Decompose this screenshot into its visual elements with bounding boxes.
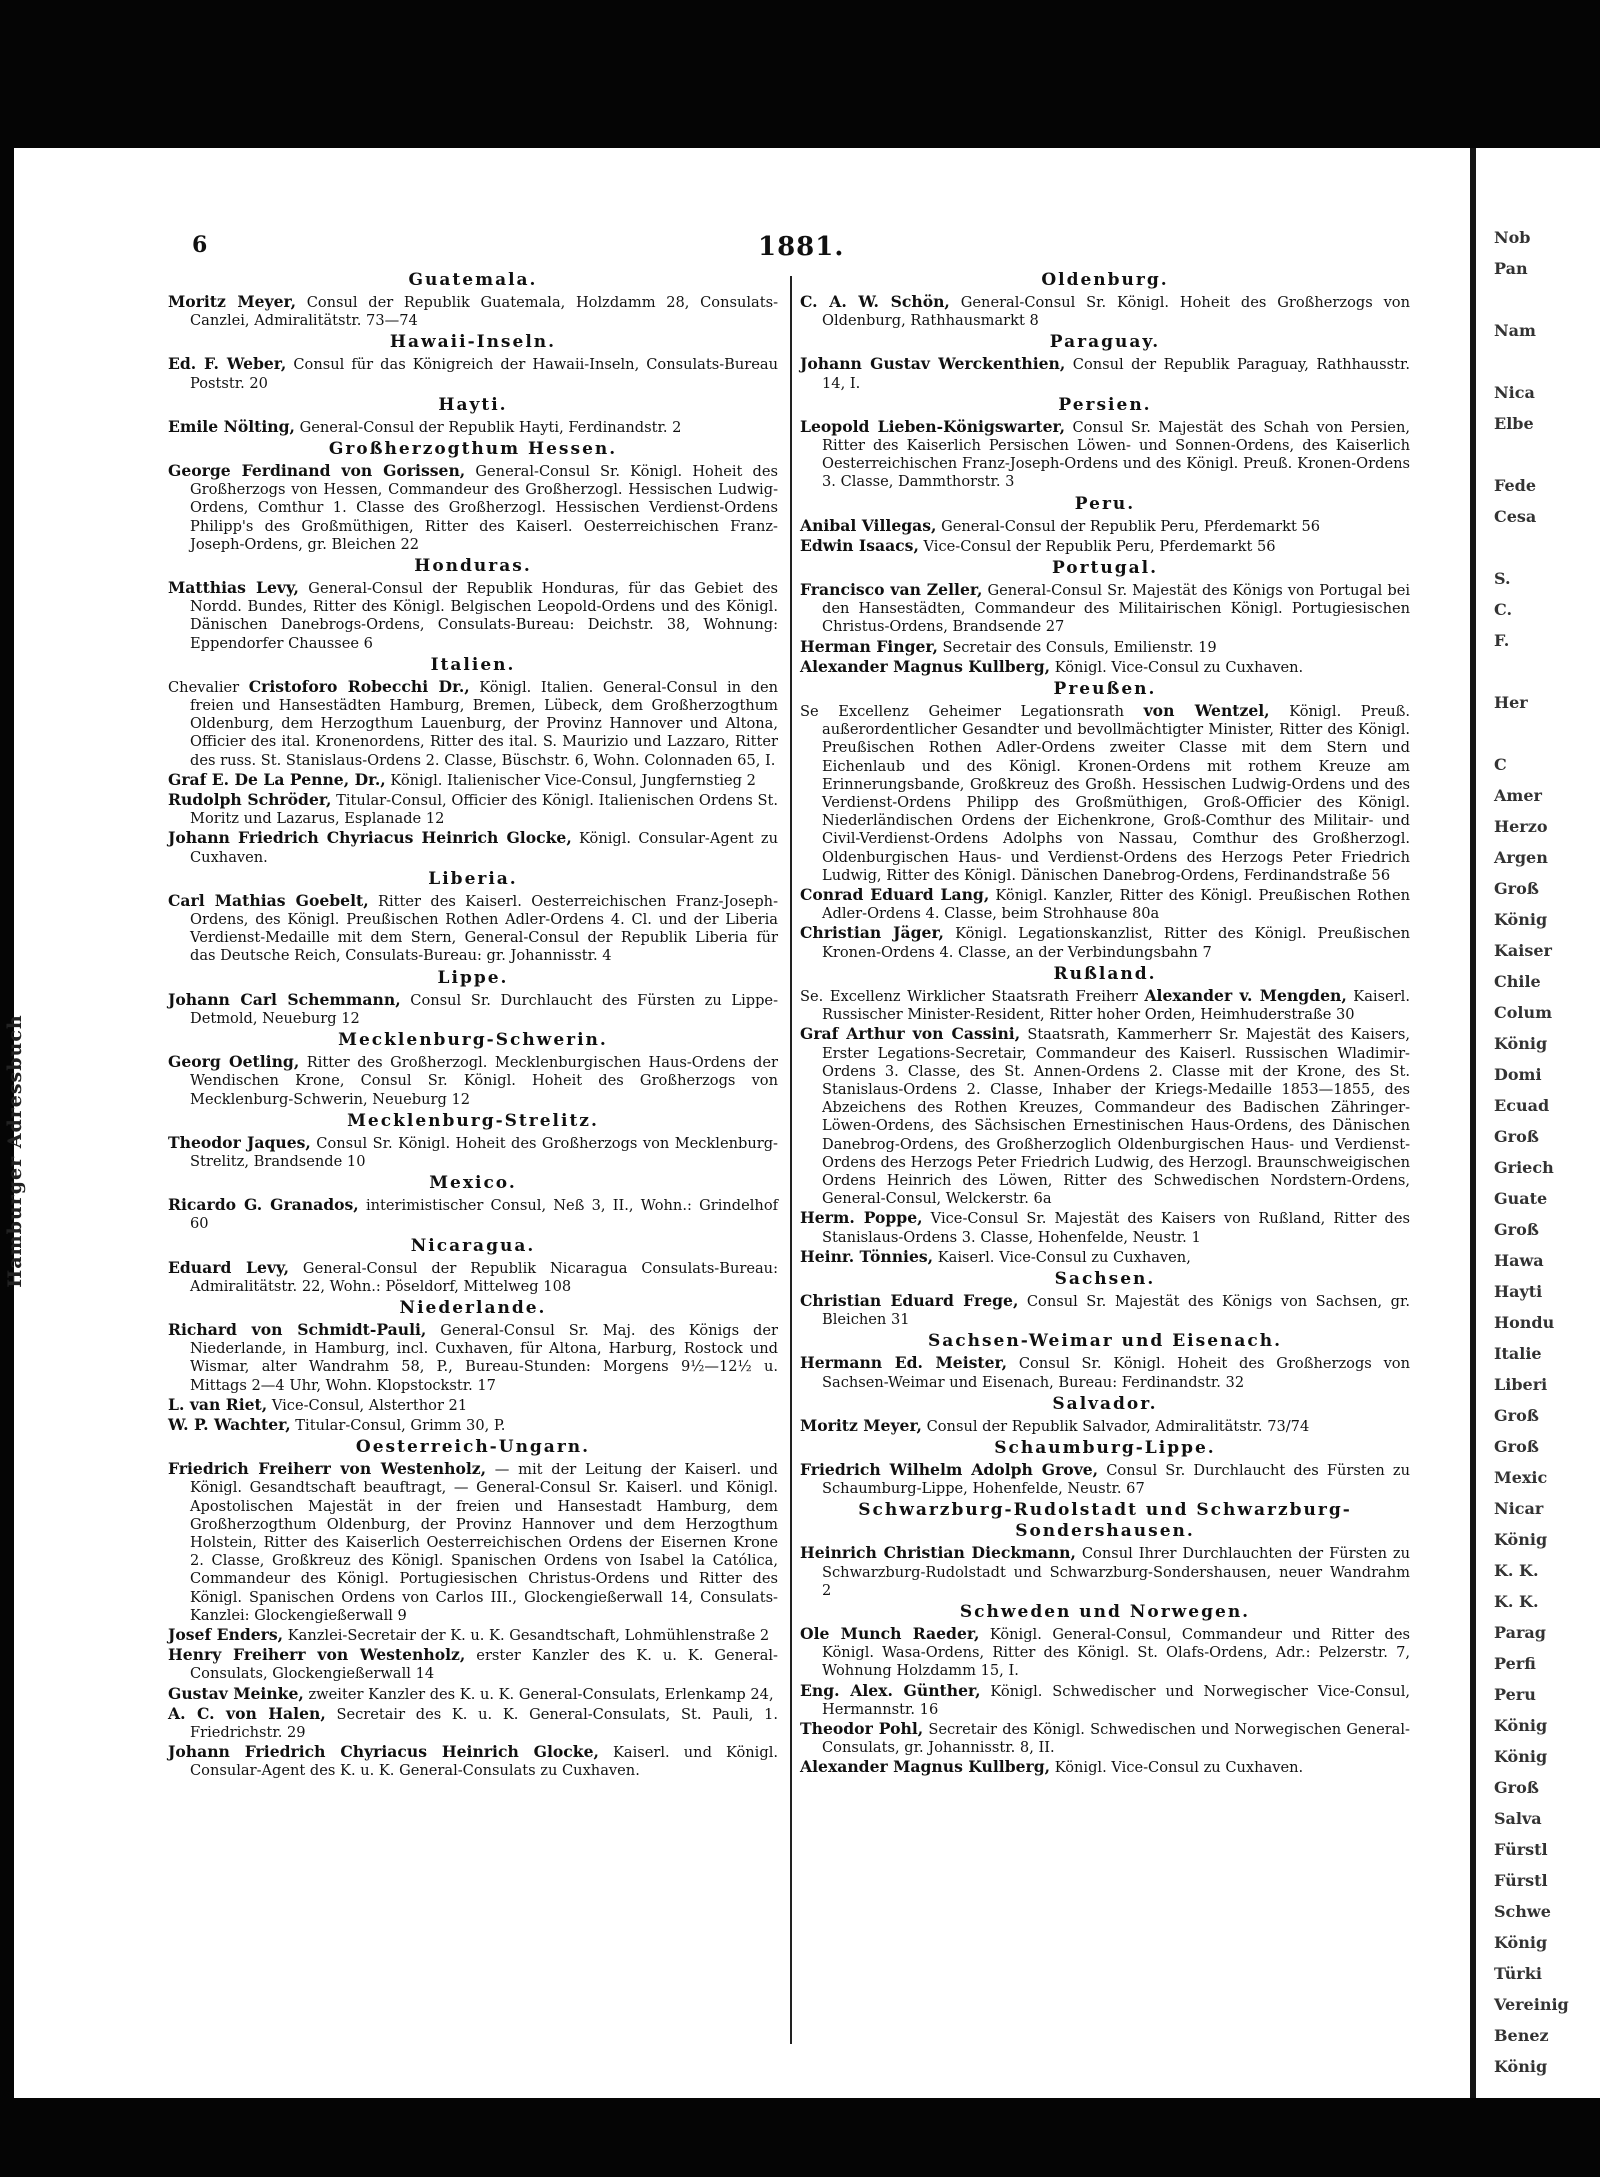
entry-name: Herman Finger, <box>800 636 938 656</box>
entry-text: Königl. Consular-Agent zu Cuxhaven. <box>190 830 779 866</box>
directory-entry <box>800 1758 1410 1777</box>
directory-entry <box>168 1321 778 1395</box>
entry-text: Königl. Schwedischer und Norwegischer Vice-Consul, Hermannstr. 16 <box>822 1682 1410 1718</box>
entry-text: Ritter des Großherzogl. Mecklenburgischen Haus-Ordens der Wendischen Krone, Consul Sr. Königl. Hoheit des Großherzogs von Mecklenburg-Schwerin, Neueburg 12 <box>190 1054 778 1108</box>
section-title: Niederlande. <box>399 1297 547 1318</box>
adjacent-page-text: Griech <box>1494 1158 1554 1177</box>
directory-entry <box>168 1396 778 1415</box>
entry-name: Herm. Poppe, <box>800 1208 923 1228</box>
entry-name: Francisco van Zeller, <box>800 580 983 600</box>
entry-name: Gustav Meinke, <box>168 1683 304 1703</box>
entry-name: Richard von Schmidt-Pauli, <box>168 1319 427 1339</box>
entry-lead <box>800 925 944 942</box>
adjacent-page-text: C <box>1494 755 1507 774</box>
entry-text: Königl. Legationskanzlist, Ritter des Königl. Preußischen Kronen-Ordens 4. Classe, an der Verbindungsbahn 7 <box>822 925 1411 961</box>
entry-text: General-Consul Sr. Majestät des Königs von Portugal bei den Hansestädten, Commandeur des Militairischen Königl. Portugiesischen Christus-Ordens, Brandsende 27 <box>822 582 1410 636</box>
entry-lead <box>168 1683 304 1703</box>
entry-name: Rudolph Schröder, <box>168 790 332 810</box>
entry-name: Edwin Isaacs, <box>800 535 919 555</box>
adjacent-page-text: Nicar <box>1494 1499 1544 1518</box>
entry-name: L. van Riet, <box>168 1394 268 1414</box>
entry-text: zweiter Kanzler des K. u. K. General-Consulats, Erlenkamp 24, <box>303 1685 774 1703</box>
entry-text: Consul der Republik Guatemala, Holzdamm 28, Consulats-Canzlei, Admiralitätstr. 73—74 <box>190 294 779 330</box>
section-title: Schwarzburg-Rudolstadt und Schwarzburg-Sondershausen. <box>858 1500 1352 1542</box>
directory-entry <box>800 1682 1410 1719</box>
adjacent-page-text: Ecuad <box>1494 1096 1550 1115</box>
directory-entry <box>168 829 778 866</box>
adjacent-page-text: Hawa <box>1494 1251 1544 1270</box>
entry-text: Secretair des Consuls, Emilienstr. 19 <box>937 638 1217 656</box>
adjacent-page-text: König <box>1494 1530 1548 1549</box>
entry-name: Conrad Eduard Lang, <box>800 885 990 905</box>
entry-name: Theodor Jaques, <box>168 1132 311 1152</box>
entry-name: Henry Freiherr von Westenholz, <box>168 1645 466 1665</box>
entry-lead <box>800 356 1065 373</box>
entry-lead <box>168 1132 311 1152</box>
entry-name: Graf Arthur von Cassini, <box>800 1024 1021 1044</box>
section-title: Guatemala. <box>408 270 538 290</box>
adjacent-page-text: Türki <box>1494 1964 1542 1983</box>
entry-name: Ole Munch Raeder, <box>800 1623 980 1643</box>
adjacent-page-text: Groß <box>1494 1127 1539 1146</box>
adjacent-page-text: S. <box>1494 569 1511 588</box>
entry-lead <box>800 1545 1076 1562</box>
entry-text: Consul Sr. Königl. Hoheit des Großherzogs von Mecklenburg-Strelitz, Brandsende 10 <box>190 1134 778 1170</box>
entry-name: Cristoforo Robecchi Dr., <box>248 676 470 696</box>
entry-text: Vice-Consul, Alsterthor 21 <box>267 1396 468 1414</box>
directory-entry <box>168 1134 778 1171</box>
directory-entry <box>800 1025 1410 1208</box>
section-title: Preußen. <box>1053 679 1157 700</box>
section-title: Oesterreich-Ungarn. <box>355 1437 591 1458</box>
scan-border-top <box>0 0 1600 148</box>
entry-lead <box>168 1414 291 1434</box>
entry-lead <box>168 989 401 1009</box>
entry-name: Alexander Magnus Kullberg, <box>800 656 1051 676</box>
scan-border-bottom <box>0 2098 1600 2177</box>
entry-prefix: Chevalier <box>168 678 249 696</box>
entry-text: Kaiserl. Vice-Consul zu Cuxhaven, <box>933 1248 1191 1266</box>
section-title: Salvador. <box>1052 1393 1158 1414</box>
entry-text: Consul Sr. Königl. Hoheit des Großherzogs von Sachsen-Weimar und Eisenach, Bureau: Ferdinandstr. 32 <box>822 1355 1410 1391</box>
entry-name: Johann Friedrich Chyriacus Heinrich Glocke, <box>168 828 572 848</box>
adjacent-page-text: Mexic <box>1494 1468 1548 1487</box>
section-title: Portugal. <box>1051 558 1159 579</box>
adjacent-page-text: Vereinig <box>1494 1995 1569 2014</box>
entry-text: Königl. General-Consul, Commandeur und Ritter des Königl. Wasa-Ordens, Ritter des Königl. St. Olafs-Ordens, Adr.: Pelzerstr. 7, Wohnung Holzdamm 15, I. <box>822 1625 1411 1680</box>
entry-lead <box>168 416 295 436</box>
entry-text: Secretair des K. u. K. General-Consulats, St. Pauli, 1. Friedrichstr. 29 <box>190 1705 778 1741</box>
entry-text: General-Consul der Republik Peru, Pferdemarkt 56 <box>936 517 1321 535</box>
directory-entry <box>168 678 778 770</box>
entry-text: General-Consul Sr. Königl. Hoheit des Großherzogs von Hessen, Commandeur des Großherzogl. Hessischen Ludwig-Ordens, Comthur 1. Classe des Großherzogl. Hessischen Verdienst-Ordens Philipp's des Großmüthigen, Ritter des Kaiserl. Oesterreichischen Franz-Joseph-Ordens, gr. Bleichen 22 <box>190 463 779 553</box>
directory-entry <box>168 355 778 392</box>
entry-text: Titular-Consul, Officier des Königl. Italienischen Ordens St. Moritz und Lazarus, Esplanade 12 <box>190 792 778 828</box>
entry-name: Moritz Meyer, <box>800 1415 922 1435</box>
entry-text: Staatsrath, Kammerherr Sr. Majestät des Kaisers, Erster Legations-Secretair, Commandeur des Kaiserl. Russischen Wladimir-Ordens 3. Classe, des St. Annen-Ordens 2. Classe mit der Krone, des St. Stanislaus-Ordens 2. Classe, Inhaber der Kriegs-Medaille 1853—1855, des Abzeichens des Rothen Kreuzes, Commandeur des Badischen Zähringer-Löwen-Ordens, des Sächsischen Ernestinischen Haus-Ordens, des Dänischen Danebrog-Ordens, des Großherzoglich Oldenburgischen Haus- und Verdienst-Ordens des Herzogs Peter Friedrich Ludwig, des Herzogl. Braunschweigischen Ordens Heinrich des Löwen, Ritter des Schwedischen Nordstern-Ordens, General-Consul, Welckerstr. 6a <box>822 1026 1410 1208</box>
adjacent-page-text: Groß <box>1494 1406 1539 1425</box>
entry-text: General-Consul Sr. Maj. des Königs der Niederlande, in Hamburg, incl. Cuxhaven, für Altona, Harburg, Rostock und Wismar, alter Wandrahm 58, P., Bureau-Stunden: Morgens 9½—12½ u. Mittags 2—4 Uhr, Wohn. Klopstockstr. 17 <box>190 1321 778 1394</box>
entry-text: Königl. Vice-Consul zu Cuxhaven. <box>1050 658 1304 676</box>
entry-name: Johann Friedrich Chyriacus Heinrich Glocke, <box>168 1742 599 1762</box>
section-title: Lippe. <box>437 967 509 988</box>
entry-text: Vice-Consul Sr. Majestät des Kaisers von Rußland, Ritter des Stanislaus-Ordens 3. Classe, Hohenfelde, Neustr. 1 <box>822 1210 1411 1246</box>
directory-entry <box>800 1625 1410 1681</box>
section-title: Peru. <box>1074 493 1136 514</box>
adjacent-page-text: Hondu <box>1494 1313 1555 1332</box>
directory-entry <box>800 658 1410 677</box>
entry-name: Matthias Levy, <box>168 578 299 598</box>
entry-lead <box>800 1355 1007 1372</box>
directory-page <box>168 232 1418 2062</box>
adjacent-page-text: Groß <box>1494 1437 1539 1456</box>
directory-entry <box>800 1248 1410 1267</box>
entry-lead <box>168 676 470 696</box>
entry-lead <box>800 416 1066 436</box>
entry-lead <box>168 1744 599 1761</box>
entry-text: Kanzlei-Secretair der K. u. K. Gesandtschaft, Lohmühlenstraße 2 <box>283 1626 770 1644</box>
entry-name: Johann Gustav Werckenthien, <box>800 354 1066 374</box>
entry-text: Königl. Italien. General-Consul in den freien und Hansestädten Hamburg, Bremen, Lübeck, dem Großherzogthum Oldenburg, dem Herzogthum Lauenburg, der Provinz Hannover und Altona, Officier des ital. Kronenordens, Ritter des ital. S. Maurizio und Lazzaro, Ritter des russ. St. Stanislaus-Ordens 2. Classe, Büschstr. 6, Wohn. Colonnaden 65, I. <box>190 678 778 769</box>
entry-text: Consul der Republik Paraguay, Rathhausstr. 14, I. <box>822 356 1410 392</box>
adjacent-page-text: Schwe <box>1494 1902 1551 1921</box>
section-title: Schaumburg-Lippe. <box>994 1437 1216 1458</box>
adjacent-page-text: König <box>1494 1034 1548 1053</box>
entry-name: Eduard Levy, <box>168 1257 289 1277</box>
entry-lead <box>800 1026 1020 1043</box>
entry-lead <box>168 1703 326 1723</box>
entry-name: Eng. Alex. Günther, <box>800 1680 981 1700</box>
entry-text: Ritter des Kaiserl. Oesterreichischen Franz-Joseph-Ordens, des Königl. Preußischen Rothen Adler-Ordens 4. Cl. und der Liberia Verdienst-Medaille mit dem Stern, General-Consul der Republik Liberia für das Deutsche Reich, Consulats-Bureau: gr. Johannisstr. 4 <box>190 892 779 965</box>
section-title: Sachsen. <box>1054 1268 1156 1289</box>
directory-entry <box>168 771 778 790</box>
directory-entry <box>800 355 1410 392</box>
directory-entry <box>800 1354 1410 1391</box>
entry-text: Vice-Consul der Republik Peru, Pferdemarkt 56 <box>918 537 1276 555</box>
adjacent-page-text: Colum <box>1494 1003 1553 1022</box>
adjacent-page-text: Elbe <box>1494 414 1534 433</box>
entry-lead <box>800 1290 1019 1310</box>
entry-lead <box>800 582 982 599</box>
adjacent-page-text: Italie <box>1494 1344 1542 1363</box>
entry-name: George Ferdinand von Gorissen, <box>168 461 466 481</box>
entry-lead <box>800 1415 922 1435</box>
entry-name: Heinrich Christian Dieckmann, <box>800 1543 1076 1563</box>
section-title: Nicaragua. <box>410 1235 536 1256</box>
entry-lead <box>168 1624 284 1644</box>
entry-lead <box>168 1054 299 1071</box>
directory-entry <box>168 1705 778 1742</box>
adjacent-page-text: Chile <box>1494 972 1541 991</box>
entry-text: Consul Sr. Durchlaucht des Fürsten zu Schaumburg-Lippe, Hohenfelde, Neustr. 67 <box>822 1461 1410 1498</box>
entry-lead <box>800 656 1051 676</box>
section-title: Italien. <box>430 654 516 675</box>
entry-lead <box>800 636 938 656</box>
entry-name: Carl Mathias Goebelt, <box>168 890 369 910</box>
entry-lead <box>800 887 989 904</box>
adjacent-page-text: Kaiser <box>1494 941 1552 960</box>
entry-name: Josef Enders, <box>168 1624 284 1644</box>
adjacent-page-text: Liberi <box>1494 1375 1548 1394</box>
entry-text: Königl. Italienischer Vice-Consul, Jungfernstieg 2 <box>385 771 756 789</box>
directory-entry <box>168 579 778 653</box>
directory-entry <box>168 1626 778 1645</box>
entry-lead <box>168 769 386 789</box>
column-divider <box>790 276 792 2044</box>
adjacent-page-text: K. K. <box>1494 1561 1539 1580</box>
entry-name: Graf E. De La Penne, Dr., <box>168 769 386 789</box>
entry-name: C. A. W. Schön, <box>800 292 950 311</box>
section-title: Persien. <box>1058 394 1152 415</box>
entry-name: Heinr. Tönnies, <box>800 1246 934 1266</box>
entry-lead <box>168 463 465 480</box>
entry-name: Christian Jäger, <box>800 923 944 943</box>
entry-name: Friedrich Wilhelm Adolph Grove, <box>800 1459 1099 1479</box>
adjacent-page-text: Amer <box>1494 786 1542 805</box>
entry-text: — mit der Leitung der Kaiserl. und Königl. Gesandtschaft beauftragt, — General-Consul Sr. Kaiserl. und Königl. Apostolischen Majestät in der freien und Hansestadt Hamburg, dem Großherzogthum Oldenburg, der Provinz Hannover und dem Herzogthum Holstein, Ritter des Kaiserlich Oesterreichischen Ordens der Eisernen Krone 2. Classe, Großkreuz des Königl. Spanischen Ordens von Isabel la Católica, Commandeur des Königl. Portugiesischen Christus-Ordens und Ritter des Königl. Spanischen Ordens von Carlos III., Glockengießerwall 14, Consulats-Kanzlei: Glockengießerwall 9 <box>190 1461 779 1624</box>
entry-name: Moritz Meyer, <box>168 292 297 311</box>
directory-entry <box>168 1259 778 1296</box>
entry-lead <box>168 1197 359 1214</box>
directory-entry <box>800 293 1410 330</box>
entry-name: Alexander Magnus Kullberg, <box>800 1757 1051 1777</box>
entry-lead <box>800 294 950 311</box>
entry-prefix: Se Excellenz Geheimer Legationsrath <box>800 703 1144 721</box>
entry-name: Christian Eduard Frege, <box>800 1290 1019 1310</box>
entry-lead <box>168 294 296 311</box>
adjacent-page-text: König <box>1494 1716 1548 1735</box>
entry-text: Consul Sr. Majestät des Königs von Sachsen, gr. Bleichen 31 <box>822 1292 1410 1329</box>
entry-lead <box>800 515 937 535</box>
entry-lead <box>168 356 286 373</box>
adjacent-page-text: Her <box>1494 693 1528 712</box>
entry-name: Friedrich Freiherr von Westenholz, <box>168 1459 487 1479</box>
page-year: 1881. <box>758 232 845 262</box>
entry-text: Titular-Consul, Grimm 30, P. <box>290 1416 506 1434</box>
adjacent-page-text: Cesa <box>1494 507 1537 526</box>
entry-name: Alexander v. Mengden, <box>1144 985 1347 1005</box>
entry-lead <box>800 1246 934 1266</box>
section-title: Hayti. <box>438 394 508 415</box>
adjacent-page-text: F. <box>1494 631 1510 650</box>
section-title: Rußland. <box>1053 963 1157 984</box>
adjacent-page-text: Peru <box>1494 1685 1536 1704</box>
entry-lead <box>800 535 919 555</box>
entry-text: General-Consul der Republik Honduras, für das Gebiet des Nordd. Bundes, Ritter des Königl. Belgischen Leopold-Ordens und des Königl. Dänischen Danebrogs-Ordens, Consulats-Bureau: Deichstr. 38, Wohnung: Eppendorfer Chaussee 6 <box>190 580 778 652</box>
entry-lead <box>800 1623 980 1643</box>
directory-entry <box>168 1685 778 1704</box>
entry-lead <box>168 580 299 597</box>
entry-name: W. P. Wachter, <box>168 1414 291 1434</box>
adjacent-page-text: Nob <box>1494 228 1531 247</box>
adjacent-page-text: Pan <box>1494 259 1528 278</box>
entry-lead <box>800 1718 924 1738</box>
directory-entry <box>168 1460 778 1625</box>
directory-entry <box>800 581 1410 637</box>
section-title: Mexico. <box>429 1173 517 1194</box>
adjacent-page-text: Hayti <box>1494 1282 1543 1301</box>
entry-lead <box>168 1257 289 1277</box>
section-title: Oldenburg. <box>1041 270 1169 290</box>
entry-text: Secretair des Königl. Schwedischen und Norwegischen General-Consulats, gr. Johannisstr. 8, II. <box>822 1720 1410 1757</box>
entry-text: Consul Ihrer Durchlauchten der Fürsten zu Schwarzburg-Rudolstadt und Schwarzburg-Sondershausen, neuer Wandrahm 2 <box>822 1545 1410 1599</box>
adjacent-page-text: Nam <box>1494 321 1536 340</box>
entry-name: Leopold Lieben-Königswarter, <box>800 416 1066 436</box>
entry-name: Emile Nölting, <box>168 416 295 436</box>
directory-entry <box>168 1416 778 1435</box>
directory-entry <box>800 537 1410 556</box>
adjacent-page-text: Fürstl <box>1494 1871 1548 1890</box>
directory-entry <box>168 1196 778 1233</box>
entry-text: Königl. Preuß. außerordentlicher Gesandter und bevollmächtigter Minister, Ritter des Königl. Preußischen Rothen Adler-Ordens zweiter Classe mit dem Stern und Eichenlaub und des Königl. Kronen-Ordens mit rothem Kreuze am Erinnerungsbande, Großkreuz des Großh. Hessischen Ludwig-Ordens und des Verdienst-Ordens Philipp des Großmüthigen, Groß-Officier des Königl. Niederländischen Ordens der Eichenkrone, Groß-Comthur des Militair- und Civil-Verdienst-Ordens Adolphs von Nassau, Comthur des Großherzogl. Oldenburgischen Haus- und Verdienst-Ordens des Herzogs Peter Friedrich Ludwig, Ritter des Königl. Dänischen Danebrog-Ordens, Ferdinandstraße 56 <box>822 703 1410 884</box>
directory-entry <box>168 892 778 966</box>
entry-lead <box>168 890 369 910</box>
adjacent-page-text: Guate <box>1494 1189 1548 1208</box>
entry-name: A. C. von Halen, <box>168 1703 326 1723</box>
section-title: Liberia. <box>428 868 518 889</box>
entry-lead <box>168 1647 465 1664</box>
directory-entry <box>168 462 778 554</box>
entry-lead <box>800 1210 923 1227</box>
entry-text: interimistischer Consul, Neß 3, II., Wohn.: Grindelhof 60 <box>190 1197 779 1233</box>
directory-entry <box>168 1646 778 1683</box>
adjacent-page-text: C. <box>1494 600 1513 619</box>
entry-text: Königl. Kanzler, Ritter des Königl. Preußischen Rothen Adler-Ordens 4. Classe, beim Strohhause 80a <box>822 887 1410 923</box>
adjacent-page-text: Nica <box>1494 383 1535 402</box>
directory-entry <box>800 1720 1410 1757</box>
entry-text: Königl. Vice-Consul zu Cuxhaven. <box>1050 1759 1304 1777</box>
directory-entry <box>800 886 1410 923</box>
entry-text: Consul für das Königreich der Hawaii-Inseln, Consulats-Bureau Poststr. 20 <box>190 356 778 392</box>
entry-lead <box>800 985 1347 1005</box>
directory-entry <box>800 1417 1410 1436</box>
entry-text: erster Kanzler des K. u. K. General-Consulats, Glockengießerwall 14 <box>190 1647 778 1683</box>
adjacent-page-fragment <box>1470 148 1606 2098</box>
entry-text: Consul Sr. Majestät des Schah von Persien, Ritter des Kaiserlich Persischen Löwen- und Sonnen-Ordens, des Kaiserlich Oesterreichischen Franz-Joseph-Ordens und des Königl. Preuß. Kronen-Ordens 3. Classe, Dammthorstr. 3 <box>822 418 1410 491</box>
directory-entry <box>800 1209 1410 1246</box>
entry-lead <box>168 1319 427 1339</box>
directory-entry <box>800 702 1410 885</box>
directory-entry <box>800 638 1410 657</box>
section-title: Honduras. <box>414 556 532 577</box>
entry-name: Johann Carl Schemmann, <box>168 989 401 1009</box>
directory-entry <box>168 791 778 828</box>
directory-entry <box>168 991 778 1028</box>
adjacent-page-text: Groß <box>1494 1778 1539 1797</box>
directory-entry <box>168 1053 778 1109</box>
entry-lead <box>168 830 572 847</box>
spine-label: Hamburger Adressbuch <box>4 1014 26 1288</box>
section-title: Paraguay. <box>1049 332 1161 353</box>
directory-entry <box>800 987 1410 1024</box>
entry-prefix: Se. Excellenz Wirklicher Staatsrath Freiherr <box>800 987 1145 1005</box>
section-title: Hawaii-Inseln. <box>389 332 557 353</box>
adjacent-page-text: Benez <box>1494 2026 1549 2045</box>
entry-lead <box>800 1459 1099 1479</box>
directory-entry <box>800 1292 1410 1329</box>
directory-entry <box>800 924 1410 961</box>
entry-lead <box>168 1394 268 1414</box>
directory-entry <box>168 1743 778 1780</box>
adjacent-page-text: Perfi <box>1494 1654 1536 1673</box>
adjacent-page-text: Fede <box>1494 476 1537 495</box>
entry-text: General-Consul der Republik Nicaragua Consulats-Bureau: Admiralitätstr. 22, Wohn.: Pöseldorf, Mittelweg 108 <box>190 1259 778 1295</box>
directory-entry <box>800 1461 1410 1498</box>
adjacent-page-text: Herzo <box>1494 817 1548 836</box>
adjacent-page-text: Parag <box>1494 1623 1546 1642</box>
entry-name: Ed. F. Weber, <box>168 354 287 374</box>
section-title: Mecklenburg-Schwerin. <box>338 1030 608 1051</box>
entry-lead <box>800 1759 1050 1776</box>
entry-lead <box>800 703 1270 720</box>
entry-name: Theodor Pohl, <box>800 1718 924 1738</box>
entry-lead <box>168 1461 486 1478</box>
entry-lead <box>800 1680 981 1700</box>
adjacent-page-text: Domi <box>1494 1065 1542 1084</box>
adjacent-page-text: Groß <box>1494 1220 1539 1239</box>
entry-text: General-Consul der Republik Hayti, Ferdinandstr. 2 <box>294 418 682 436</box>
entry-name: Hermann Ed. Meister, <box>800 1353 1008 1373</box>
entry-text: Kaiserl. Russischer Minister-Resident, Ritter hoher Orden, Heimhuderstraße 30 <box>822 987 1410 1024</box>
left-column <box>168 268 778 1782</box>
adjacent-page-text: Salva <box>1494 1809 1542 1828</box>
directory-entry <box>168 418 778 437</box>
page-number: 6 <box>192 232 208 258</box>
entry-text: Consul der Republik Salvador, Admiralitätstr. 73/74 <box>921 1417 1310 1435</box>
directory-entry <box>800 418 1410 492</box>
adjacent-page-text: König <box>1494 1747 1548 1766</box>
entry-name: Anibal Villegas, <box>800 515 937 535</box>
adjacent-page-text: König <box>1494 1933 1548 1952</box>
adjacent-page-text: K. K. <box>1494 1592 1539 1611</box>
directory-entry <box>168 293 778 330</box>
entry-lead <box>168 792 331 809</box>
section-title: Großherzogthum Hessen. <box>328 439 618 460</box>
directory-entry <box>800 1544 1410 1600</box>
section-title: Schweden und Norwegen. <box>959 1601 1251 1622</box>
entry-text: General-Consul Sr. Königl. Hoheit des Großherzogs von Oldenburg, Rathhausmarkt 8 <box>822 294 1410 330</box>
adjacent-page-text: Groß <box>1494 879 1539 898</box>
entry-name: von Wentzel, <box>1143 701 1270 721</box>
adjacent-page-text: König <box>1494 2057 1548 2076</box>
directory-entry <box>800 517 1410 536</box>
right-column <box>800 268 1410 1779</box>
entry-name: Georg Oetling, <box>168 1052 300 1072</box>
entry-name: Ricardo G. Granados, <box>168 1195 359 1215</box>
section-title: Mecklenburg-Strelitz. <box>347 1110 599 1131</box>
entry-text: Consul Sr. Durchlaucht des Fürsten zu Lippe-Detmold, Neueburg 12 <box>190 991 779 1027</box>
adjacent-page-text: König <box>1494 910 1548 929</box>
adjacent-page-text: Argen <box>1494 848 1548 867</box>
entry-text: Kaiserl. und Königl. Consular-Agent des K. u. K. General-Consulats zu Cuxhaven. <box>190 1744 778 1780</box>
adjacent-page-text: Fürstl <box>1494 1840 1548 1859</box>
section-title: Sachsen-Weimar und Eisenach. <box>927 1331 1283 1352</box>
